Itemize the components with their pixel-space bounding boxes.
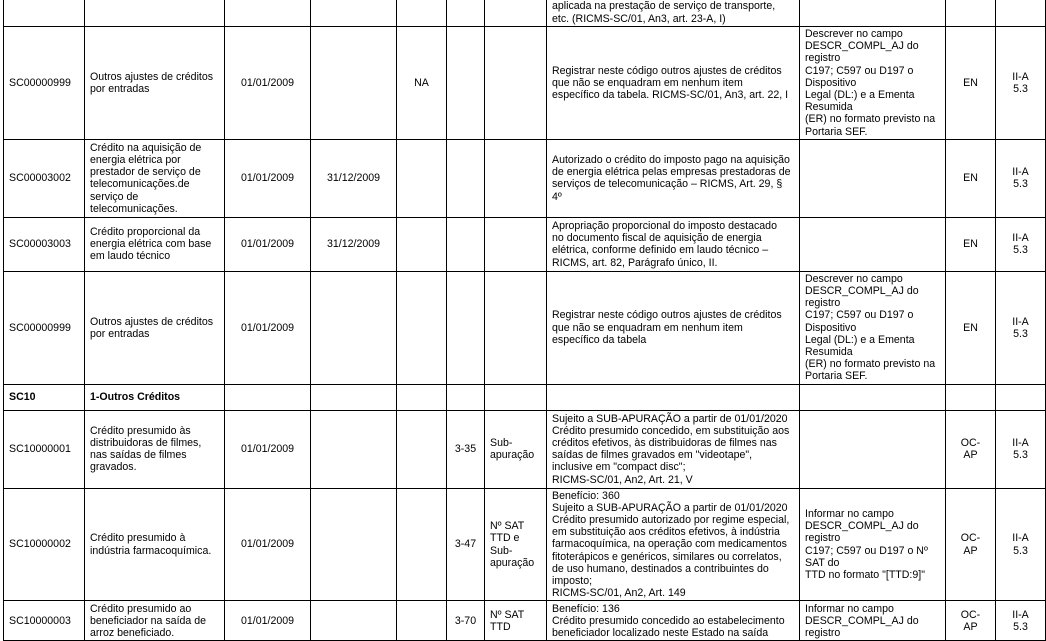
- cell-instructions: Informar no campo DESCR_COMPL_AJ do registro C197; C597 ou D197 o Nº SAT do TTD no formato "[TTD:9]": [800, 488, 946, 601]
- cell-type: EN: [946, 27, 996, 140]
- cell-instructions: [800, 384, 946, 410]
- cell-code: SC00003003: [4, 217, 85, 271]
- cell-apuration: [485, 271, 547, 384]
- table-row: [4, 0, 1046, 27]
- cell-na-flag: NA: [397, 27, 447, 140]
- cell-instructions: Informar no campo DESCR_COMPL_AJ do registro: [800, 601, 946, 641]
- cell-apuration: [485, 27, 547, 140]
- cell-type: OC- AP: [946, 601, 996, 641]
- cell-code: SC10000003: [4, 601, 85, 641]
- cell-code: [4, 0, 85, 27]
- table-row: [4, 271, 1046, 384]
- cell-legal-text: Autorizado o crédito do imposto pago na aquisição de energia elétrica pelas empresas prestadoras de serviços de telecomunicação – RICMS, Art. 29, § 4º: [547, 139, 800, 217]
- cell-code: SC00000999: [4, 27, 85, 140]
- cell-description: [85, 0, 225, 27]
- cell-end-date: [311, 0, 397, 27]
- table-row: [4, 27, 1046, 140]
- cell-code: SC10000002: [4, 488, 85, 601]
- cell-apuration: Sub- apuração: [485, 410, 547, 488]
- cell-code: SC10: [4, 384, 85, 410]
- cell-reference: [447, 27, 485, 140]
- cell-apuration: [485, 139, 547, 217]
- cell-end-date: [311, 410, 397, 488]
- cell-legal-text: Sujeito a SUB-APURAÇÃO a partir de 01/01/2020 Crédito presumido concedido, em substituição aos créditos efetivos, às distribuidoras de filmes nas saídas de filmes gravados em "videotape", inclusive em "compact disc"; RICMS-SC/01, An2, Art. 21, V: [547, 410, 800, 488]
- cell-end-date: [311, 601, 397, 641]
- cell-start-date: 01/01/2009: [225, 27, 311, 140]
- cell-end-date: [311, 384, 397, 410]
- table-row: [4, 384, 1046, 410]
- cell-end-date: [311, 271, 397, 384]
- table-row: [4, 139, 1046, 217]
- cell-reference: [447, 384, 485, 410]
- cell-annex: II-A 5.3: [996, 271, 1046, 384]
- cell-code: SC10000001: [4, 410, 85, 488]
- cell-legal-text: aplicada na prestação de serviço de transporte, etc. (RICMS-SC/01, An3, art. 23-A, I): [547, 0, 800, 27]
- cell-end-date: [311, 27, 397, 140]
- cell-legal-text: Apropriação proporcional do imposto destacado no documento fiscal de aquisição de energia elétrica, conforme definido em laudo técnico – RICMS, art. 82, Parágrafo único, II.: [547, 217, 800, 271]
- cell-annex: II-A 5.3: [996, 488, 1046, 601]
- cell-type: EN: [946, 271, 996, 384]
- cell-na-flag: [397, 384, 447, 410]
- cell-instructions: [800, 217, 946, 271]
- cell-annex: II-A 5.3: [996, 27, 1046, 140]
- cell-start-date: 01/01/2009: [225, 217, 311, 271]
- cell-description: Crédito proporcional da energia elétrica com base em laudo técnico: [85, 217, 225, 271]
- document-page: [3, 0, 1029, 640]
- cell-type: EN: [946, 217, 996, 271]
- cell-apuration: [485, 384, 547, 410]
- cell-end-date: [311, 488, 397, 601]
- cell-legal-text: Benefício: 136 Crédito presumido concedido ao estabelecimento beneficiador localizado neste Estado na saída: [547, 601, 800, 641]
- cell-instructions: [800, 410, 946, 488]
- cell-type: EN: [946, 139, 996, 217]
- cell-start-date: 01/01/2009: [225, 488, 311, 601]
- cell-start-date: 01/01/2009: [225, 410, 311, 488]
- cell-type: [946, 384, 996, 410]
- cell-reference: [447, 139, 485, 217]
- table-row: [4, 601, 1046, 641]
- cell-end-date: 31/12/2009: [311, 139, 397, 217]
- adjustment-codes-table: [3, 0, 1046, 641]
- cell-end-date: 31/12/2009: [311, 217, 397, 271]
- cell-reference: 3-70: [447, 601, 485, 641]
- table-row: [4, 410, 1046, 488]
- cell-reference: [447, 271, 485, 384]
- cell-annex: II-A 5.3: [996, 601, 1046, 641]
- cell-reference: 3-47: [447, 488, 485, 601]
- cell-instructions: [800, 139, 946, 217]
- cell-na-flag: [397, 0, 447, 27]
- cell-annex: II-A 5.3: [996, 139, 1046, 217]
- cell-legal-text: Benefício: 360 Sujeito a SUB-APURAÇÃO a partir de 01/01/2020 Crédito presumido autorizado por regime especial, em substituição aos créditos efetivos, à indústria farmacoquímica, na operação com medicamentos fitoterápicos e genéricos, similares ou correlatos, de uso humano, destinados a contribuintes do imposto; RICMS-SC/01, An2, Art. 149: [547, 488, 800, 601]
- cell-reference: [447, 0, 485, 27]
- cell-na-flag: [397, 139, 447, 217]
- cell-na-flag: [397, 601, 447, 641]
- cell-code: SC00000999: [4, 271, 85, 384]
- cell-na-flag: [397, 488, 447, 601]
- cell-apuration: Nº SAT TTD: [485, 601, 547, 641]
- cell-instructions: Descrever no campo DESCR_COMPL_AJ do registro C197; C597 ou D197 o Dispositivo Legal (DL:) e a Ementa Resumida (ER) no formato previsto na Portaria SEF.: [800, 271, 946, 384]
- cell-start-date: 01/01/2009: [225, 139, 311, 217]
- cell-apuration: [485, 217, 547, 271]
- cell-start-date: [225, 384, 311, 410]
- cell-description: Outros ajustes de créditos por entradas: [85, 27, 225, 140]
- table-row: [4, 488, 1046, 601]
- cell-start-date: 01/01/2009: [225, 271, 311, 384]
- cell-type: [946, 0, 996, 27]
- cell-code: SC00003002: [4, 139, 85, 217]
- cell-type: OC- AP: [946, 488, 996, 601]
- cell-start-date: 01/01/2009: [225, 601, 311, 641]
- cell-description: 1-Outros Créditos: [85, 384, 225, 410]
- cell-annex: II-A 5.3: [996, 217, 1046, 271]
- cell-annex: [996, 384, 1046, 410]
- cell-na-flag: [397, 271, 447, 384]
- cell-description: Crédito presumido à indústria farmacoquímica.: [85, 488, 225, 601]
- cell-reference: [447, 217, 485, 271]
- cell-annex: [996, 0, 1046, 27]
- cell-reference: 3-35: [447, 410, 485, 488]
- cell-instructions: [800, 0, 946, 27]
- cell-description: Outros ajustes de créditos por entradas: [85, 271, 225, 384]
- cell-description: Crédito presumido às distribuidoras de filmes, nas saídas de filmes gravados.: [85, 410, 225, 488]
- cell-na-flag: [397, 410, 447, 488]
- cell-legal-text: [547, 384, 800, 410]
- cell-legal-text: Registrar neste código outros ajustes de créditos que não se enquadram em nenhum item específico da tabela. RICMS-SC/01, An3, art. 22, I: [547, 27, 800, 140]
- cell-apuration: Nº SAT TTD e Sub- apuração: [485, 488, 547, 601]
- cell-legal-text: Registrar neste código outros ajustes de créditos que não se enquadram em nenhum item específico da tabela: [547, 271, 800, 384]
- cell-na-flag: [397, 217, 447, 271]
- cell-annex: II-A 5.3: [996, 410, 1046, 488]
- table-row: [4, 217, 1046, 271]
- cell-description: Crédito presumido ao beneficiador na saída de arroz beneficiado.: [85, 601, 225, 641]
- cell-type: OC- AP: [946, 410, 996, 488]
- cell-description: Crédito na aquisição de energia elétrica por prestador de serviço de telecomunicações.de serviço de telecomunicações.: [85, 139, 225, 217]
- cell-instructions: Descrever no campo DESCR_COMPL_AJ do registro C197; C597 ou D197 o Dispositivo Legal (DL:) e a Ementa Resumida (ER) no formato previsto na Portaria SEF.: [800, 27, 946, 140]
- cell-start-date: [225, 0, 311, 27]
- cell-apuration: [485, 0, 547, 27]
